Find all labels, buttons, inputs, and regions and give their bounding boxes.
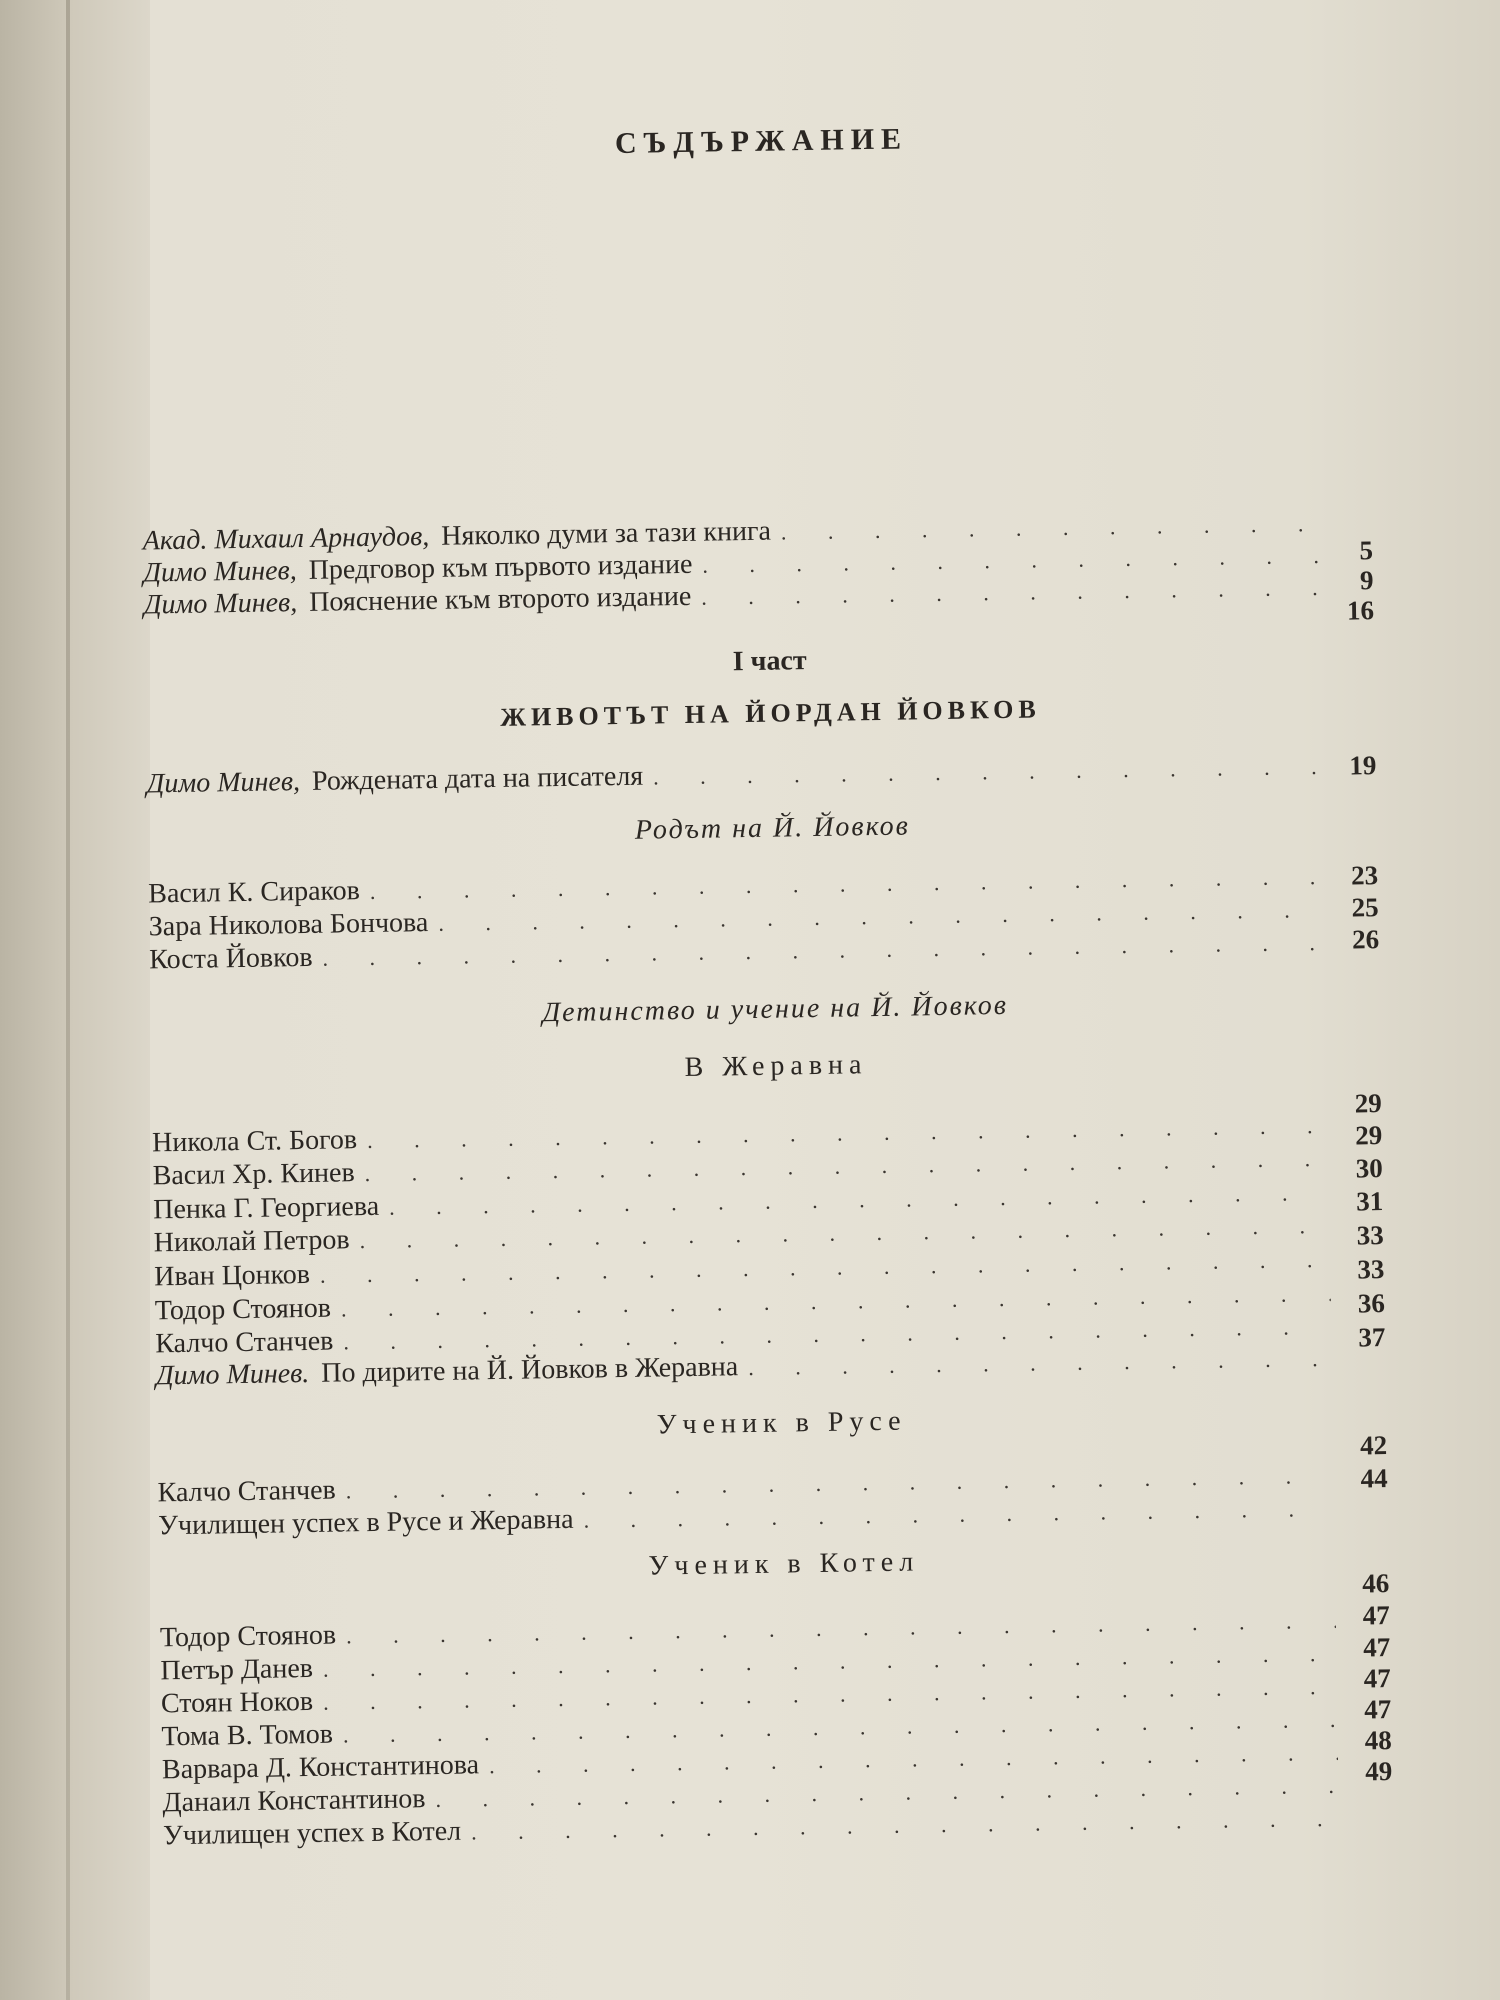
- entry-page: 23: [1350, 860, 1379, 891]
- entry-page: 29: [1354, 1120, 1383, 1151]
- leader-dots: [748, 1342, 1332, 1385]
- entry-title: Тома В. Томов: [161, 1718, 334, 1753]
- entry-title: Зара Николова Бончова: [148, 907, 429, 943]
- entry-author: Димо Минев,: [146, 766, 301, 800]
- entry-page: 47: [1363, 1632, 1391, 1663]
- entry-page: 44: [1360, 1463, 1388, 1494]
- entry-title: Данаил Константинов: [162, 1783, 426, 1819]
- book-gutter: [0, 0, 150, 2000]
- toc-content: [134, 0, 1415, 2000]
- entry-title: Стоян Ноков: [160, 1685, 314, 1720]
- section-heading: Родът на Й. Йовков: [634, 810, 910, 846]
- leader-dots: [701, 571, 1320, 615]
- entry-page: 49: [1364, 1756, 1393, 1787]
- entry-page: 25: [1351, 892, 1379, 923]
- toc-entry: [146, 749, 1336, 802]
- entry-page: 29: [1354, 1088, 1382, 1119]
- entry-title: Тодор Стоянов: [154, 1292, 332, 1327]
- section-heading: Детинство и учение на Й. Йовков: [542, 989, 1009, 1029]
- entry-title: Предговор към първото издание: [308, 548, 693, 586]
- entry-title: По дирите на Й. Йовков в Жеравна: [321, 1351, 739, 1389]
- entry-page: 30: [1355, 1153, 1383, 1184]
- entry-title: Няколко думи за тази книга: [440, 515, 772, 552]
- entry-page: 5: [1359, 535, 1374, 566]
- entry-author: Димо Минев,: [142, 555, 297, 589]
- entry-page: 9: [1359, 565, 1374, 596]
- entry-page: 46: [1362, 1568, 1390, 1599]
- leader-dots: [653, 750, 1323, 795]
- entry-page: 37: [1358, 1322, 1386, 1353]
- entry-page: 47: [1362, 1600, 1390, 1631]
- entry-title: Николай Петров: [153, 1224, 350, 1259]
- entry-title: Пенка Г. Георгиева: [152, 1190, 380, 1226]
- entry-page: 47: [1363, 1663, 1391, 1694]
- entry-title: Калчо Станчев: [157, 1474, 336, 1509]
- part-title: ЖИВОТЪТ НА ЙОРДАН ЙОВКОВ: [500, 694, 1041, 732]
- subsection-heading: Ученик в Русе: [656, 1405, 907, 1441]
- part-heading: I част: [732, 645, 807, 678]
- entry-page: 26: [1351, 924, 1380, 955]
- entry-author: Акад. Михаил Арнаудов,: [142, 520, 430, 557]
- entry-title: Училищен успех в Котел: [162, 1815, 462, 1852]
- entry-page: 42: [1359, 1430, 1388, 1461]
- entry-page: 16: [1346, 595, 1375, 626]
- entry-title: Рождената дата на писателя: [311, 760, 644, 797]
- page-title: СЪДЪРЖАНИЕ: [614, 122, 909, 161]
- entry-page: 36: [1357, 1288, 1386, 1319]
- entry-title: Васил К. Сираков: [148, 875, 361, 910]
- entry-title: Училищен успех в Русе и Жеравна: [157, 1503, 574, 1542]
- entry-title: Пояснение към второто издание: [308, 580, 692, 618]
- entry-title: Коста Йовков: [149, 941, 313, 976]
- entry-title: Варвара Д. Константинова: [161, 1749, 480, 1786]
- entry-title: Иван Цонков: [154, 1258, 311, 1293]
- entry-page: 19: [1349, 750, 1377, 781]
- entry-author: Димо Минев,: [143, 587, 298, 621]
- subsection-heading: В Жеравна: [684, 1049, 868, 1084]
- entry-page: 31: [1356, 1186, 1384, 1217]
- entry-page: 33: [1357, 1254, 1385, 1285]
- entry-author: Димо Минев.: [155, 1357, 310, 1392]
- entry-title: Петър Данев: [160, 1652, 314, 1687]
- entry-page: 33: [1356, 1220, 1385, 1251]
- entry-page: 48: [1364, 1725, 1392, 1756]
- entry-title: Тодор Стоянов: [159, 1619, 337, 1654]
- entry-title: Васил Хр. Кинев: [152, 1157, 355, 1192]
- entry-title: Никола Ст. Богов: [151, 1124, 358, 1159]
- gutter-shadow: [66, 0, 70, 2000]
- entry-page: 47: [1363, 1694, 1392, 1725]
- subsection-heading: Ученик в Котел: [648, 1546, 920, 1582]
- entry-title: Калчо Станчев: [155, 1325, 334, 1360]
